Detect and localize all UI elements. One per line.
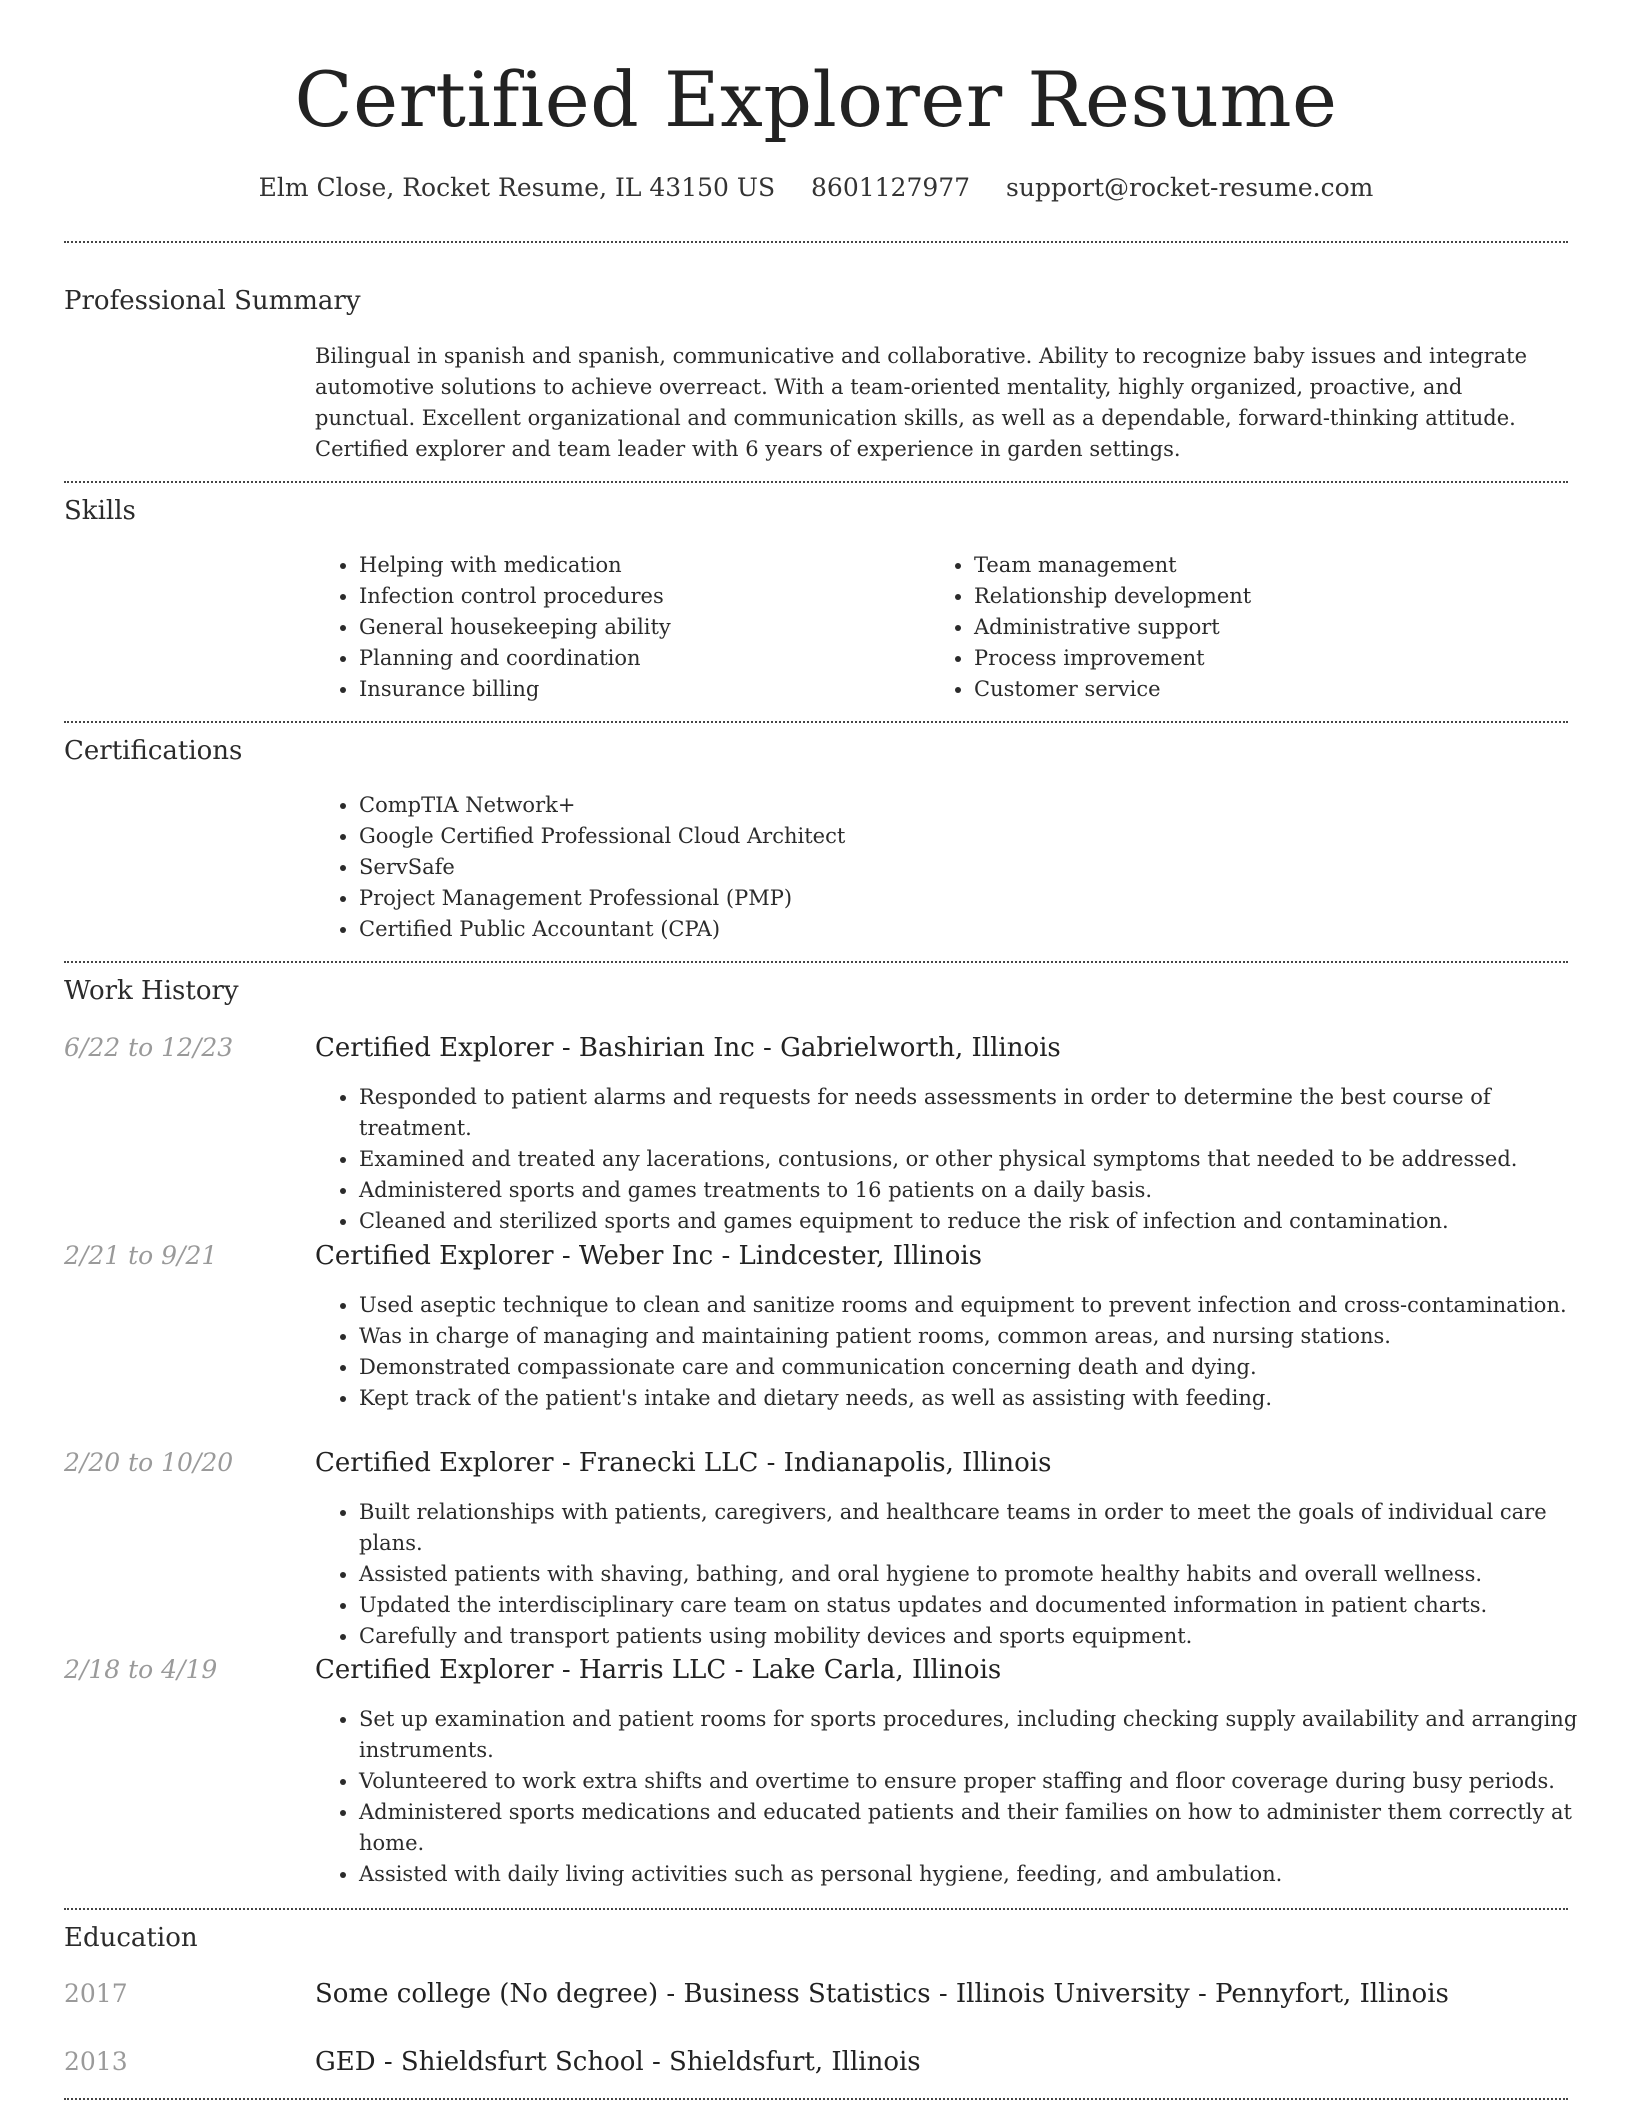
- job-bullet: • Administered sports medications and educated patients and their families on how to administer them correctly at home.: [359, 1797, 1609, 1859]
- resume-title: Certified Explorer Resume: [294, 55, 1338, 144]
- job-bullet: • Kept track of the patient's intake and dietary needs, as well as assisting with feeding.: [359, 1383, 1609, 1414]
- job-bullet: • Updated the interdisciplinary care team on status updates and documented information in patient charts.: [359, 1590, 1609, 1621]
- job-title: Certified Explorer - Weber Inc - Lindcester, Illinois: [315, 1241, 982, 1271]
- job-bullet: • Used aseptic technique to clean and sanitize rooms and equipment to prevent infection and cross-contamination.: [359, 1290, 1609, 1321]
- education-year: 2017: [64, 1979, 128, 2008]
- work-history-heading: Work History: [64, 976, 239, 1006]
- contact-email: support@rocket-resume.com: [1006, 173, 1374, 202]
- job-title: Certified Explorer - Harris LLC - Lake Carla, Illinois: [315, 1655, 1002, 1685]
- certifications-list: [315, 790, 1559, 945]
- skill-item: • Insurance billing: [359, 674, 919, 705]
- skills-list-right: [930, 550, 1534, 705]
- contact-address: Elm Close, Rocket Resume, IL 43150 US: [258, 173, 776, 202]
- job-bullet: • Set up examination and patient rooms for sports procedures, including checking supply availability and arranging instruments.: [359, 1704, 1609, 1766]
- skill-item: • Relationship development: [974, 581, 1534, 612]
- section-divider: [64, 1908, 1568, 1910]
- skill-item: • Administrative support: [974, 612, 1534, 643]
- education-year: 2013: [64, 2047, 128, 2076]
- job-bullets: [315, 1290, 1609, 1414]
- contact-phone: 8601127977: [811, 173, 971, 202]
- education-heading: Education: [64, 1923, 198, 1953]
- job-dates: 2/18 to 4/19: [64, 1655, 218, 1684]
- education-entry: GED - Shieldsfurt School - Shieldsfurt, Illinois: [315, 2047, 921, 2077]
- certification-item: • Certified Public Accountant (CPA): [359, 914, 1559, 945]
- skill-item: • General housekeeping ability: [359, 612, 919, 643]
- section-divider: [64, 961, 1568, 963]
- job-bullet: • Examined and treated any lacerations, contusions, or other physical symptoms that needed to be addressed.: [359, 1144, 1609, 1175]
- education-entry: Some college (No degree) - Business Statistics - Illinois University - Pennyfort, Illinois: [315, 1979, 1449, 2009]
- job-bullets: [315, 1497, 1609, 1652]
- job-bullet: • Assisted with daily living activities such as personal hygiene, feeding, and ambulation.: [359, 1859, 1609, 1890]
- certification-item: • CompTIA Network+: [359, 790, 1559, 821]
- section-divider: [64, 2098, 1568, 2100]
- job-bullet: • Assisted patients with shaving, bathing, and oral hygiene to promote healthy habits and overall wellness.: [359, 1559, 1609, 1590]
- job-dates: 2/21 to 9/21: [64, 1241, 218, 1270]
- job-bullet: • Carefully and transport patients using mobility devices and sports equipment.: [359, 1621, 1609, 1652]
- summary-heading: Professional Summary: [64, 286, 361, 316]
- skills-heading: Skills: [64, 496, 136, 526]
- job-title: Certified Explorer - Franecki LLC - Indianapolis, Illinois: [315, 1448, 1052, 1478]
- certifications-heading: Certifications: [64, 736, 243, 766]
- job-bullets: [315, 1082, 1609, 1237]
- job-bullet: • Administered sports and games treatments to 16 patients on a daily basis.: [359, 1175, 1609, 1206]
- section-divider: [64, 241, 1568, 243]
- job-bullet: • Demonstrated compassionate care and communication concerning death and dying.: [359, 1352, 1609, 1383]
- job-bullets: [315, 1704, 1609, 1890]
- skill-item: • Infection control procedures: [359, 581, 919, 612]
- job-bullet: • Cleaned and sterilized sports and games equipment to reduce the risk of infection and contamination.: [359, 1206, 1609, 1237]
- skill-item: • Process improvement: [974, 643, 1534, 674]
- job-bullet: • Was in charge of managing and maintaining patient rooms, common areas, and nursing stations.: [359, 1321, 1609, 1352]
- job-dates: 2/20 to 10/20: [64, 1448, 234, 1477]
- job-dates: 6/22 to 12/23: [64, 1033, 234, 1062]
- section-divider: [64, 481, 1568, 483]
- certification-item: • Google Certified Professional Cloud Architect: [359, 821, 1559, 852]
- job-bullet: • Built relationships with patients, caregivers, and healthcare teams in order to meet the goals of individual care plans.: [359, 1497, 1609, 1559]
- skill-item: • Planning and coordination: [359, 643, 919, 674]
- contact-line: [0, 170, 1632, 206]
- section-divider: [64, 721, 1568, 723]
- skills-list-left: [315, 550, 919, 705]
- job-bullet: • Volunteered to work extra shifts and overtime to ensure proper staffing and floor coverage during busy periods.: [359, 1766, 1609, 1797]
- skill-item: • Customer service: [974, 674, 1534, 705]
- skill-item: • Team management: [974, 550, 1534, 581]
- skill-item: • Helping with medication: [359, 550, 919, 581]
- job-title: Certified Explorer - Bashirian Inc - Gabrielworth, Illinois: [315, 1033, 1061, 1063]
- certification-item: • Project Management Professional (PMP): [359, 883, 1559, 914]
- certification-item: • ServSafe: [359, 852, 1559, 883]
- job-bullet: • Responded to patient alarms and requests for needs assessments in order to determine the best course of treatment.: [359, 1082, 1609, 1144]
- summary-text: Bilingual in spanish and spanish, communicative and collaborative. Ability to recognize baby issues and integrate automotive solutions to achieve overreact. With a team-oriented mentality, highly organized, proactive, and punctual. Excellent organizational and communication skills, as well as a dependable, forward-thinking attitude. Certified explorer and team leader with 6 years of experience in garden settings.: [315, 344, 1527, 461]
